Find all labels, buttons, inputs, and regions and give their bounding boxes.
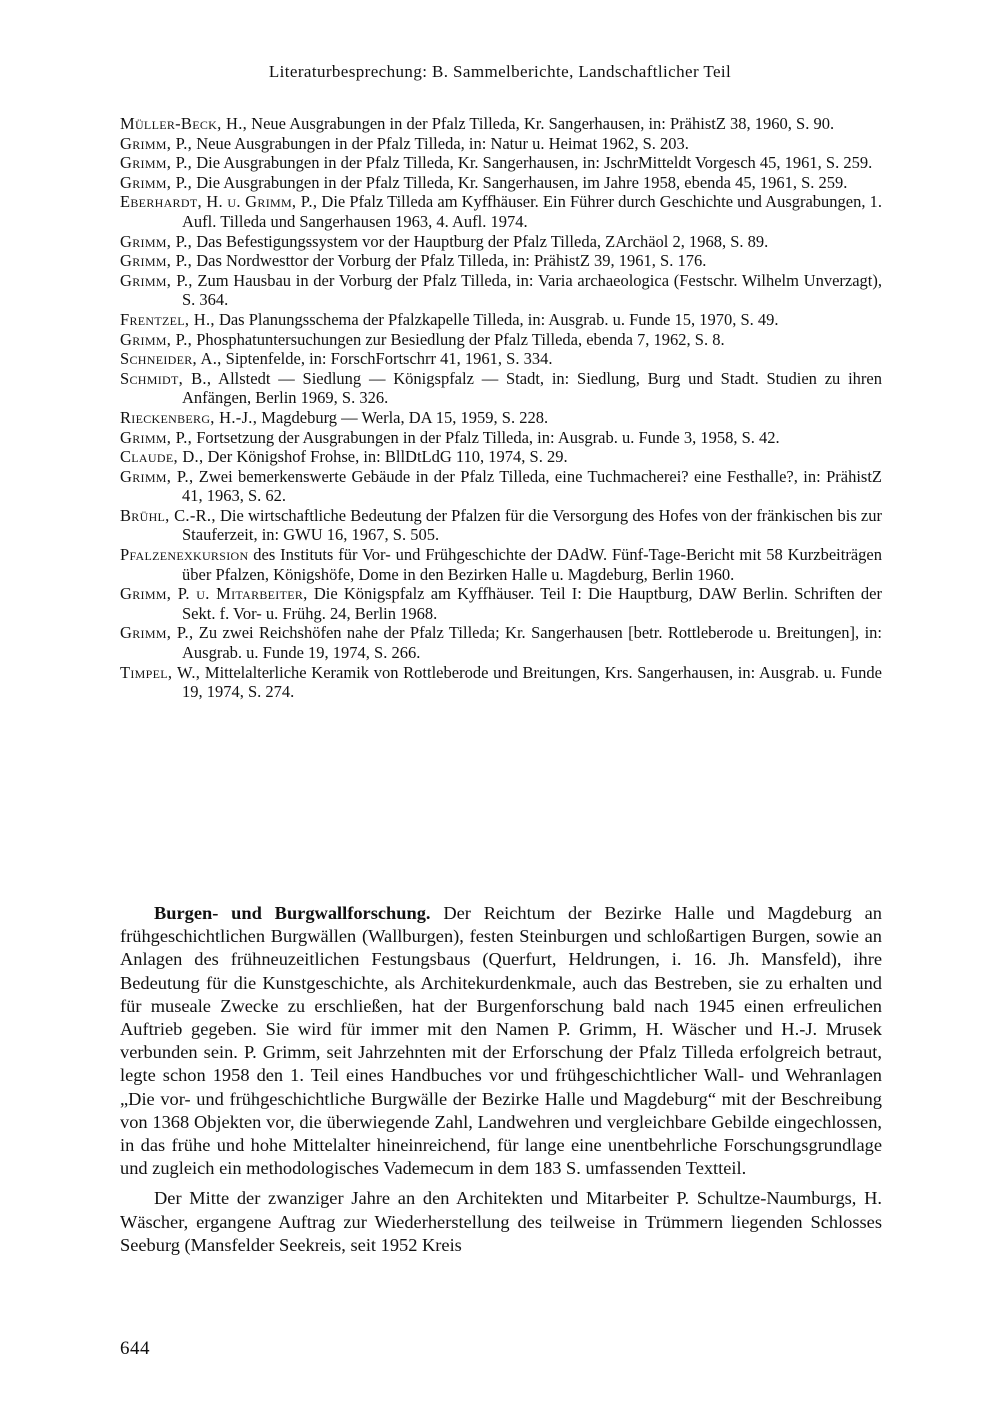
body-text <box>120 902 882 1257</box>
page-number: 644 <box>120 1338 150 1359</box>
entry-author: Grimm, P., <box>120 329 193 349</box>
entry-author: Schneider, A., <box>120 349 222 369</box>
entry-text: Mittelalterliche Keramik von Rottleberode und Breitungen, Krs. Sangerhausen, in: Ausgrab. u. Funde 19, 1974, S. 274. <box>182 662 883 702</box>
bibliography-list <box>120 114 882 702</box>
entry-author: Grimm, P. u. Mitarbeiter, <box>120 584 308 604</box>
bibliography-entry <box>120 232 882 252</box>
bibliography-entry <box>120 271 882 310</box>
entry-author: Eberhardt, H. u. Grimm, P., <box>120 192 318 212</box>
section-heading: Burgen- und Burgwallforschung. <box>154 903 431 923</box>
entry-text: Die Ausgrabungen in der Pfalz Tilleda, Kr. Sangerhausen, im Jahre 1958, ebenda 45, 1961, S. 259. <box>192 172 848 192</box>
entry-text: Neue Ausgrabungen in der Pfalz Tilleda, in: Natur u. Heimat 1962, S. 203. <box>192 133 689 153</box>
entry-author: Grimm, P., <box>120 153 193 173</box>
bibliography-entry <box>120 584 882 623</box>
entry-text: Das Planungsschema der Pfalzkapelle Tilleda, in: Ausgrab. u. Funde 15, 1970, S. 49. <box>214 309 779 329</box>
entry-author: Rieckenberg, H.-J., <box>120 407 258 427</box>
entry-author: Grimm, P., <box>120 466 194 486</box>
entry-author: Müller-Beck, H., <box>120 114 248 133</box>
entry-text: Das Befestigungssystem vor der Hauptburg der Pfalz Tilleda, ZArchäol 2, 1968, S. 89. <box>192 231 769 251</box>
bibliography-entry <box>120 134 882 154</box>
entry-author: Grimm, P., <box>120 427 193 447</box>
entry-author: Schmidt, B., <box>120 368 212 388</box>
entry-text: Fortsetzung der Ausgrabungen in der Pfalz Tilleda, in: Ausgrab. u. Funde 3, 1958, S. 42. <box>192 427 780 447</box>
paragraph-text: Der Reichtum der Bezirke Halle und Magdeburg an frühgeschichtlichen Burgwällen (Wallburgen), festen Steinburgen und schloßartigen Burgen, sowie an Anlagen des frühneuzeitlichen Festungsbaus (Querfurt, Heldrungen, i. 16. Jh. Mansfeld), ihre Bedeutung für die Kunstgeschichte, als Architekurdenkmale, auch das Bestreben, sie zu erhalten und für museale Zwecke zu erschließen, hat der Burgenforschung bald nach 1945 einen erfreulichen Auftrieb gegeben. Sie wird für immer mit den Namen P. Grimm, H. Wäscher und H.-J. Mrusek verbunden sein. P. Grimm, seit Jahrzehnten mit der Erforschung der Pfalz Tilleda erfolgreich betraut, legte schon 1958 den 1. Teil eines Handbuches vor und frühgeschichtlicher Wall- und Wehranlagen „Die vor- und frühgeschichtliche Burgwälle der Bezirke Halle und Magdeburg“ mit der Beschreibung von 1368 Objekten vor, die überwiegende Zahl, Landwehren und vergleichbare Gebilde eingechlossen, in das frühe und hohe Mittelalter hineinreichend, für lange eine unentbehrliche Forschungsgrundlage und zugleich ein methodologisches Vademecum in dem 183 S. umfassenden Textteil. <box>120 903 882 1179</box>
entry-text: Zwei bemerkenswerte Gebäude in der Pfalz Tilleda, eine Tuchmacherei? eine Festhalle?, in: PrähistZ 41, 1963, S. 62. <box>182 466 882 506</box>
bibliography-entry <box>120 506 882 545</box>
bibliography-entry <box>120 408 882 428</box>
entry-text: Phosphatuntersuchungen zur Besiedlung der Pfalz Tilleda, ebenda 7, 1962, S. 8. <box>192 329 725 349</box>
entry-text: Die Ausgrabungen in der Pfalz Tilleda, Kr. Sangerhausen, in: JschrMitteldt Vorgesch 45, 1961, S. 259. <box>192 153 873 173</box>
bibliography-entry <box>120 467 882 506</box>
entry-author: Grimm, P., <box>120 133 193 153</box>
entry-text: Neue Ausgrabungen in der Pfalz Tilleda, Kr. Sangerhausen, in: PrähistZ 38, 1960, S. 90. <box>247 114 835 133</box>
entry-author: Pfalzenexkursion <box>120 545 249 565</box>
body-paragraph <box>120 1187 882 1257</box>
entry-author: Grimm, P., <box>120 270 193 290</box>
body-paragraph <box>120 902 882 1180</box>
entry-author: Claude, D., <box>120 447 204 467</box>
entry-author: Grimm, P., <box>120 623 194 643</box>
entry-text: Siptenfelde, in: ForschFortschrr 41, 1961, S. 334. <box>221 349 553 369</box>
bibliography-entry <box>120 623 882 662</box>
entry-text: Zum Hausbau in der Vorburg der Pfalz Tilleda, in: Varia archaeologica (Festschr. Wilhelm Unverzagt), S. 364. <box>182 270 882 310</box>
entry-text: des Instituts für Vor- und Frühgeschichte der DAdW. Fünf-Tage-Bericht mit 58 Kurzbeiträgen über Pfalzen, Königshöfe, Dome in den Bezirken Halle u. Magdeburg, Berlin 1960. <box>182 545 882 584</box>
paragraph-text: Der Mitte der zwanziger Jahre an den Architekten und Mitarbeiter P. Schultze-Naumburgs, H. Wäscher, ergangene Auftrag zur Wiederherstellung des teilweise in Trümmern liegenden Schlosses Seeburg (Mansfelder Seekreis, seit 1952 Kreis <box>120 1188 882 1255</box>
bibliography-entry <box>120 153 882 173</box>
entry-author: Grimm, P., <box>120 172 193 192</box>
entry-author: Grimm, P., <box>120 251 193 271</box>
bibliography-entry <box>120 330 882 350</box>
entry-author: Frentzel, H., <box>120 309 215 329</box>
bibliography-entry <box>120 545 882 584</box>
entry-text: Das Nordwesttor der Vorburg der Pfalz Tilleda, in: PrähistZ 39, 1961, S. 176. <box>192 251 707 271</box>
entry-author: Grimm, P., <box>120 231 193 251</box>
bibliography-entry <box>120 349 882 369</box>
entry-text: Allstedt — Siedlung — Königspfalz — Stadt, in: Siedlung, Burg und Stadt. Studien zu ihren Anfängen, Berlin 1969, S. 326. <box>182 368 882 408</box>
bibliography-entry <box>120 114 882 134</box>
entry-text: Die Königspfalz am Kyffhäuser. Teil I: Die Hauptburg, DAW Berlin. Schriften der Sekt. f. Vor- u. Frühg. 24, Berlin 1968. <box>182 584 882 623</box>
bibliography-entry <box>120 369 882 408</box>
entry-text: Zu zwei Reichshöfen nahe der Pfalz Tilleda; Kr. Sangerhausen [betr. Rottleberode u. Breitungen], in: Ausgrab. u. Funde 19, 1974, S. 266. <box>182 623 882 663</box>
bibliography-entry <box>120 310 882 330</box>
entry-text: Die Pfalz Tilleda am Kyffhäuser. Ein Führer durch Geschichte und Ausgrabungen, 1. Aufl. Tilleda und Sangerhausen 1963, 4. Aufl. 1974. <box>182 192 883 231</box>
entry-text: Die wirtschaftliche Bedeutung der Pfalzen für die Versorgung des Hofes von der fränkischen bis zur Stauferzeit, in: GWU 16, 1967, S. 505. <box>182 505 882 545</box>
bibliography-entry <box>120 663 882 702</box>
running-head: Literaturbesprechung: B. Sammelberichte, Landschaftlicher Teil <box>268 62 732 81</box>
entry-author: Timpel, W., <box>120 662 201 682</box>
bibliography-entry <box>120 173 882 193</box>
entry-author: Brühl, C.-R., <box>120 505 216 525</box>
bibliography-entry <box>120 192 882 231</box>
bibliography-entry <box>120 251 882 271</box>
bibliography-entry <box>120 428 882 448</box>
bibliography-entry <box>120 447 882 467</box>
entry-text: Magdeburg — Werla, DA 15, 1959, S. 228. <box>257 407 549 427</box>
entry-text: Der Königshof Frohse, in: BllDtLdG 110, 1974, S. 29. <box>203 447 568 467</box>
